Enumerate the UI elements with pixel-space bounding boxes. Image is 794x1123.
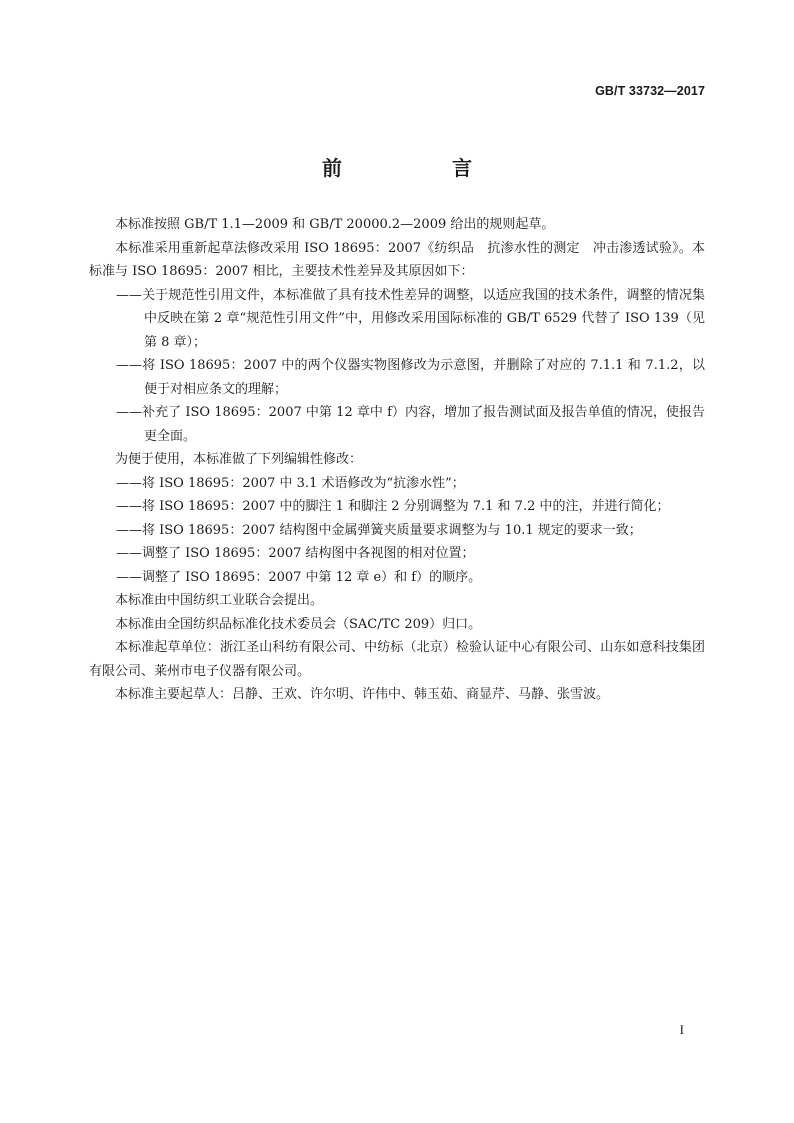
- tech-difference-item: ——补充了 ISO 18695：2007 中第 12 章中 f）内容，增加了报告测试面及报告单值的情况，使报告更全面。: [116, 405, 705, 444]
- page-title: 前 言: [322, 156, 517, 180]
- standard-number: GB/T 33732—2017: [595, 84, 705, 98]
- drafting-rules-paragraph: 本标准按照 GB/T 1.1—2009 和 GB/T 20000.2—2009 给出的规则起草。: [115, 217, 555, 232]
- foreword-body: [89, 213, 705, 707]
- adoption-paragraph: 本标准采用重新起草法修改采用 ISO 18695：2007《纺织品 抗渗水性的测定 冲击渗透试验》。本标准与 ISO 18695：2007 相比，主要技术性差异及其原因如下：: [89, 240, 705, 279]
- tech-difference-item: ——关于规范性引用文件，本标准做了具有技术性差异的调整，以适应我国的技术条件，调整的情况集中反映在第 2 章“规范性引用文件”中，用修改采用国际标准的 GB/T 6529 代替了 ISO 139（见第 8 章）；: [116, 287, 705, 350]
- editorial-change-item: ——调整了 ISO 18695：2007 中第 12 章 e）和 f）的顺序。: [116, 569, 482, 585]
- editorial-change-item: ——调整了 ISO 18695：2007 结构图中各视图的相对位置；: [116, 546, 475, 561]
- proposer-paragraph: 本标准由中国纺织工业联合会提出。: [115, 593, 324, 608]
- drafting-units-paragraph: 本标准起草单位：浙江圣山科纺有限公司、中纺标（北京）检验认证中心有限公司、山东如意科技集团有限公司、莱州市电子仪器有限公司。: [89, 640, 705, 679]
- drafters-paragraph: 本标准主要起草人：吕静、王欢、许尔明、许伟中、韩玉茹、商显芹、马静、张雪波。: [115, 687, 610, 702]
- editorial-intro: 为便于使用，本标准做了下列编辑性修改：: [115, 452, 363, 467]
- committee-paragraph: 本标准由全国纺织品标准化技术委员会（SAC/TC 209）归口。: [115, 616, 482, 632]
- page-number: I: [679, 1022, 684, 1037]
- tech-difference-item: ——将 ISO 18695：2007 中的两个仪器实物图修改为示意图，并删除了对应的 7.1.1 和 7.1.2，以便于对相应条文的理解；: [116, 358, 705, 397]
- editorial-change-item: ——将 ISO 18695：2007 中 3.1 术语修改为“抗渗水性”；: [116, 475, 465, 491]
- editorial-change-item: ——将 ISO 18695：2007 结构图中金属弹簧夹质量要求调整为与 10.1 规定的要求一致；: [116, 522, 642, 538]
- editorial-change-item: ——将 ISO 18695：2007 中的脚注 1 和脚注 2 分别调整为 7.1 和 7.2 中的注，并进行简化；: [116, 499, 670, 514]
